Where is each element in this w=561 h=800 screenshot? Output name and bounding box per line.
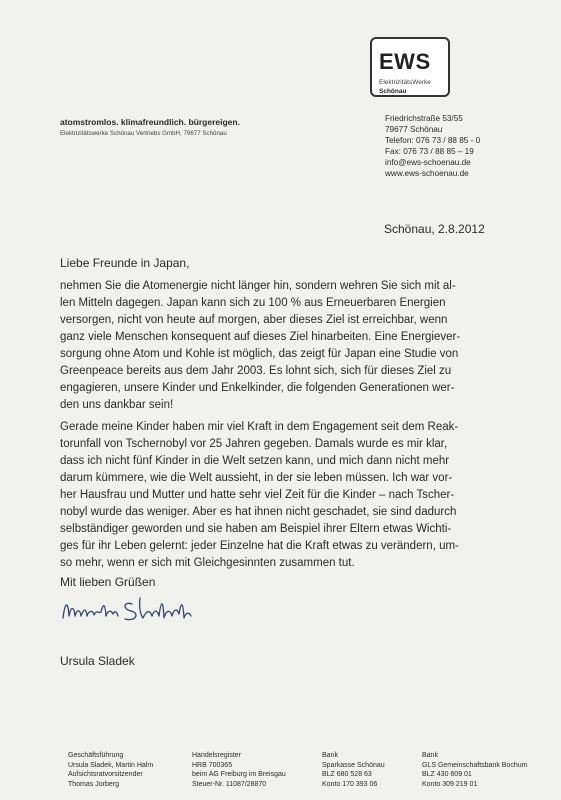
paragraph-1 — [60, 278, 520, 414]
footer-line: BLZ 680 528 63 — [322, 771, 372, 778]
text-line: len Mitteln dagegen. Japan kann sich zu 100 % aus Erneuerbaren Energien — [60, 297, 446, 309]
text-line: sorgung ohne Atom und Kohle ist möglich, das zeigt für Japan eine Studie von — [60, 348, 459, 360]
footer-line: Bank — [322, 752, 338, 759]
contact-email: info@ews-schoenau.de — [385, 158, 471, 167]
contact-website: www.ews-schoenau.de — [385, 169, 469, 178]
footer-management — [68, 751, 153, 789]
text-line: nehmen Sie die Atomenergie nicht länger hin, sondern wehren Sie sich mit al- — [60, 280, 456, 292]
footer-bank-2 — [422, 751, 527, 789]
logo-line-2: Schönau — [379, 88, 407, 95]
footer-line: GLS Gemeinschaftsbank Bochum — [422, 761, 528, 769]
contact-phone: Telefon: 076 73 / 88 85 - 0 — [385, 136, 481, 145]
text-line: nobyl wurde das weniger. Aber es hat ihnen nicht geschadet, sie sind dadurch — [60, 506, 457, 518]
footer-line: Steuer-Nr. 11087/28870 — [192, 780, 267, 788]
logo-mark: EWS — [379, 49, 431, 74]
footer-line: Thomas Jorberg — [68, 780, 119, 788]
ews-logo — [370, 37, 450, 97]
text-line: ganz viele Menschen konsequent auf dieses Ziel hinarbeiten. Eine Energiever- — [60, 331, 461, 343]
paragraph-2 — [60, 419, 520, 572]
footer-line: Ursula Sladek, Martin Halm — [68, 761, 154, 769]
contact-street: Friedrichstraße 53/55 — [385, 114, 463, 123]
footer-line: Konto 170 393 06 — [322, 780, 378, 788]
text-line: so mehr, wenn er sich mit Gleichgesinnten zusammen tut. — [60, 557, 355, 569]
footer-line: Geschäftsführung — [68, 752, 124, 759]
contact-city: 79677 Schönau — [385, 125, 443, 134]
footer-line: Handelsregister — [192, 752, 242, 759]
footer-register — [192, 751, 286, 789]
contact-block — [385, 113, 480, 179]
contact-fax: Fax: 076 73 / 88 85 – 19 — [385, 147, 474, 156]
footer-line: Sparkasse Schönau — [322, 761, 385, 769]
letter-date: Schönau, 2.8.2012 — [384, 222, 485, 236]
footer-line: Aufsichtsratvorsitzender — [68, 771, 143, 778]
sender-name: Ursula Sladek — [60, 654, 135, 668]
handwritten-signature — [60, 592, 220, 631]
text-line: her Hausfrau und Mutter und hatte sehr viel Zeit für die Kinder – nach Tscher- — [60, 489, 455, 501]
letterhead-slogan: atomstromlos. klimafreundlich. bürgereigen. — [60, 117, 240, 127]
text-line: engagieren, unsere Kinder und Enkelkinder, die folgenden Generationen wer- — [60, 382, 455, 394]
text-line: ges für ihr Leben gelernt: jeder Einzelne hat die Kraft etwas zu verändern, um- — [60, 540, 459, 552]
text-line: versorgen, nicht von heute auf morgen, aber dieses Ziel ist erreichbar, wenn — [60, 314, 448, 326]
footer-line: BLZ 430 609 01 — [422, 771, 472, 778]
letterhead-company: Elektrizitätswerke Schönau Vertriebs GmbH, 79677 Schönau — [60, 130, 227, 137]
text-line: Gerade meine Kinder haben mir viel Kraft in dem Engagement seit dem Reak- — [60, 421, 459, 433]
footer-line: beim AG Freiburg im Breisgau — [192, 771, 286, 778]
text-line: darum kümmere, wie die Welt aussieht, in der sie leben müssen. Ich war vor- — [60, 472, 453, 484]
footer-line: Bank — [422, 752, 438, 759]
salutation: Liebe Freunde in Japan, — [60, 256, 190, 270]
text-line: Greenpeace bereits aus dem Jahr 2003. Es lohnt sich, sich für dieses Ziel zu — [60, 365, 452, 377]
text-line: den uns dankbar sein! — [60, 399, 174, 411]
text-line: dass ich nicht fünf Kinder in die Welt setzen kann, und mich dann nicht mehr — [60, 455, 450, 467]
closing: Mit lieben Grüßen — [60, 575, 156, 589]
logo-line-1: ElektrizitätsWerke — [379, 79, 431, 86]
footer-bank-1 — [322, 751, 385, 789]
footer-line: Konto 309 219 01 — [422, 780, 478, 788]
text-line: selbständiger geworden und sie haben am Beispiel ihrer Eltern etwas Wichti- — [60, 523, 452, 535]
footer-line: HRB 700365 — [192, 761, 233, 769]
text-line: torunfall von Tschernobyl vor 25 Jahren gegeben. Damals wurde es mir klar, — [60, 438, 448, 450]
